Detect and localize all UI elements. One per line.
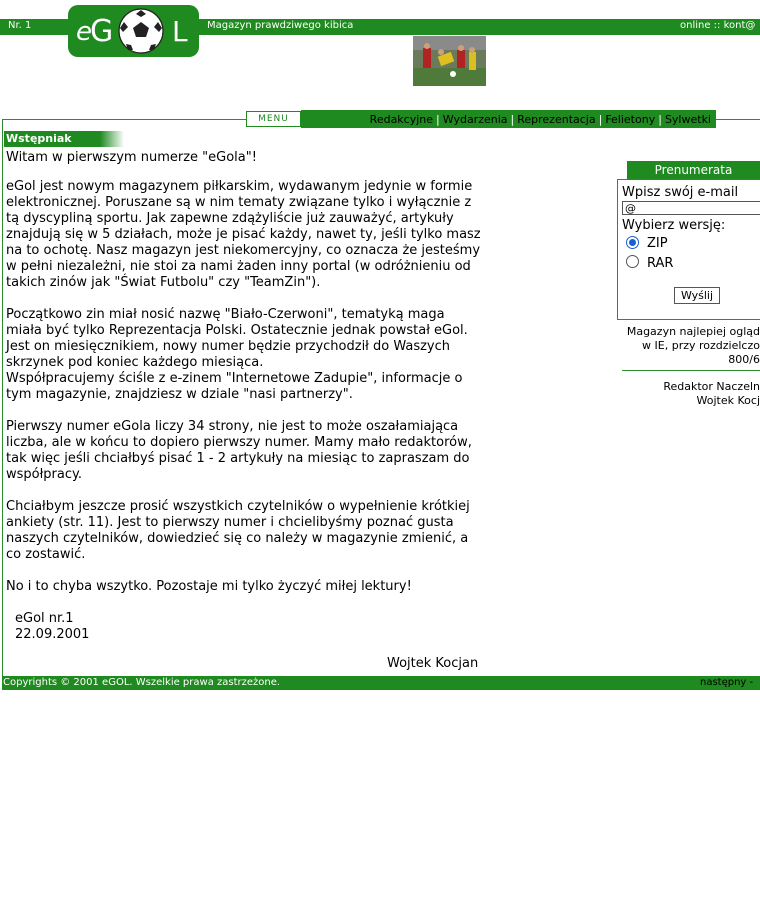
article-paragraph: No i to chyba wszytko. Pozostaje mi tylko życzyć miłej lektury! [6,579,412,594]
editor-info [620,380,760,408]
article-paragraph-group [6,307,481,403]
send-button[interactable]: Wyślij [674,287,720,304]
article-paragraph: eGol jest nowym magazynem piłkarskim, wydawanym jedynie w formie elektronicznej. Poruszane są w nim tematy związane tylko i wyłącznie z tą dyscypliną sportu. Jak zapewne zdążyliście już zauważyć, artykuły znajdują się w 5 działach, może je pisać każdy, nawet ty, jeśli tylko masz na to ochotę. Nasz magazyn jest niekomercyjny, co oznacza że jesteśmy w pełni niezależni, nie stoi za nami żaden inny portal (w odróżnieniu od takich zinów jak "Świat Futbolu" czy "TeamZin"). [6,179,481,290]
menu-item-sylwetki[interactable]: Sylwetki [664,113,711,126]
radio-rar[interactable] [626,255,639,268]
menu-separator: | [510,113,515,126]
article-paragraph: Witam w pierwszym numerze "eGola"! [6,150,257,165]
article-paragraph: Chciałbym jeszcze prosić wszystkich czytelników o wypełnienie krótkiej ankiety (str. 11). Jest to pierwszy numer i chcielibyśmy poznać gusta naszych czytelników, dowiedzieć się co należy w magazynie zmienić, a co zostawić. [6,499,470,562]
menu-label: MENU [246,111,301,127]
menu-separator: | [436,113,440,126]
content-frame-left [2,119,3,690]
egol-logo[interactable] [68,5,199,57]
next-link[interactable]: następny - [700,677,754,688]
logo-letter-e: e [76,17,92,47]
sidebar-divider [622,370,760,371]
email-label: Wpisz swój e-mail [622,185,739,200]
viewing-note-line: 800/6 [728,353,760,366]
viewing-note [620,325,760,367]
issue-name: eGol nr.1 [15,611,74,626]
email-field[interactable] [622,201,760,215]
editor-title: Redaktor Naczeln [663,380,760,393]
editor-name[interactable]: Wojtek Kocj [696,394,760,407]
radio-rar-label: RAR [647,256,674,271]
viewing-note-line: w IE, przy rozdzielczo [642,339,760,352]
soccer-ball-icon [118,8,164,54]
article-paragraph: Początkowo zin miał nosić nazwę "Biało-Czerwoni", tematyką maga miała być tylko Reprezentacja Polski. Ostatecznie jednak powstał eGol. Jest on miesięcznikiem, nowy numer będzie przychodził do Waszych skrzynek pod koniec każdego miesiąca. [6,307,468,370]
menu-item-redakcyjne[interactable]: Redakcyjne [369,113,434,126]
menu-item-reprezentacja[interactable]: Reprezentacja [517,113,596,126]
issue-signature [15,611,89,643]
footer-bar [2,676,760,690]
copyright: Copyrights © 2001 eGOL. Wszelkie prawa zastrzeżone. [3,677,281,688]
viewing-note-line: Magazyn najlepiej ogląd [626,325,760,338]
issue-number: Nr. 1 [8,20,32,31]
menu-item-wydarzenia[interactable]: Wydarzenia [442,113,508,126]
football-match-photo [413,36,486,86]
radio-zip[interactable] [626,236,639,249]
logo-letter-l: L [172,15,188,48]
issue-date: 22.09.2001 [15,627,90,642]
menu-item-felietony[interactable]: Felietony [605,113,656,126]
menu-separator: | [598,113,603,126]
article-paragraph: Pierwszy numer eGola liczy 34 strony, nie jest to może oszałamiająca liczba, ale w końcu to dopiero pierwszy numer. Mamy mało redaktorów, tak więc jeśli chciałbyś pisać 1 - 2 artykuły na miesiąc to zapraszam do współpracy. [6,419,472,482]
section-title: Wstępniak [4,131,124,147]
menu-links [300,110,715,128]
tagline: Magazyn prawdziwego kibica [207,20,354,31]
radio-zip-label: ZIP [647,236,668,251]
logo-letter-g: G [90,14,114,49]
version-label: Wybierz wersję: [622,218,726,233]
article-author: Wojtek Kocjan [387,656,479,671]
top-right-links[interactable]: online :: kont@ [680,20,756,31]
article-paragraph: Współpracujemy ściśle z e-zinem "Internetowe Zadupie", informacje o tym magazynie, znajdziesz w dziale "nasi partnerzy". [6,371,463,402]
subscription-title: Prenumerata [627,161,760,179]
menu-separator: | [658,113,662,126]
